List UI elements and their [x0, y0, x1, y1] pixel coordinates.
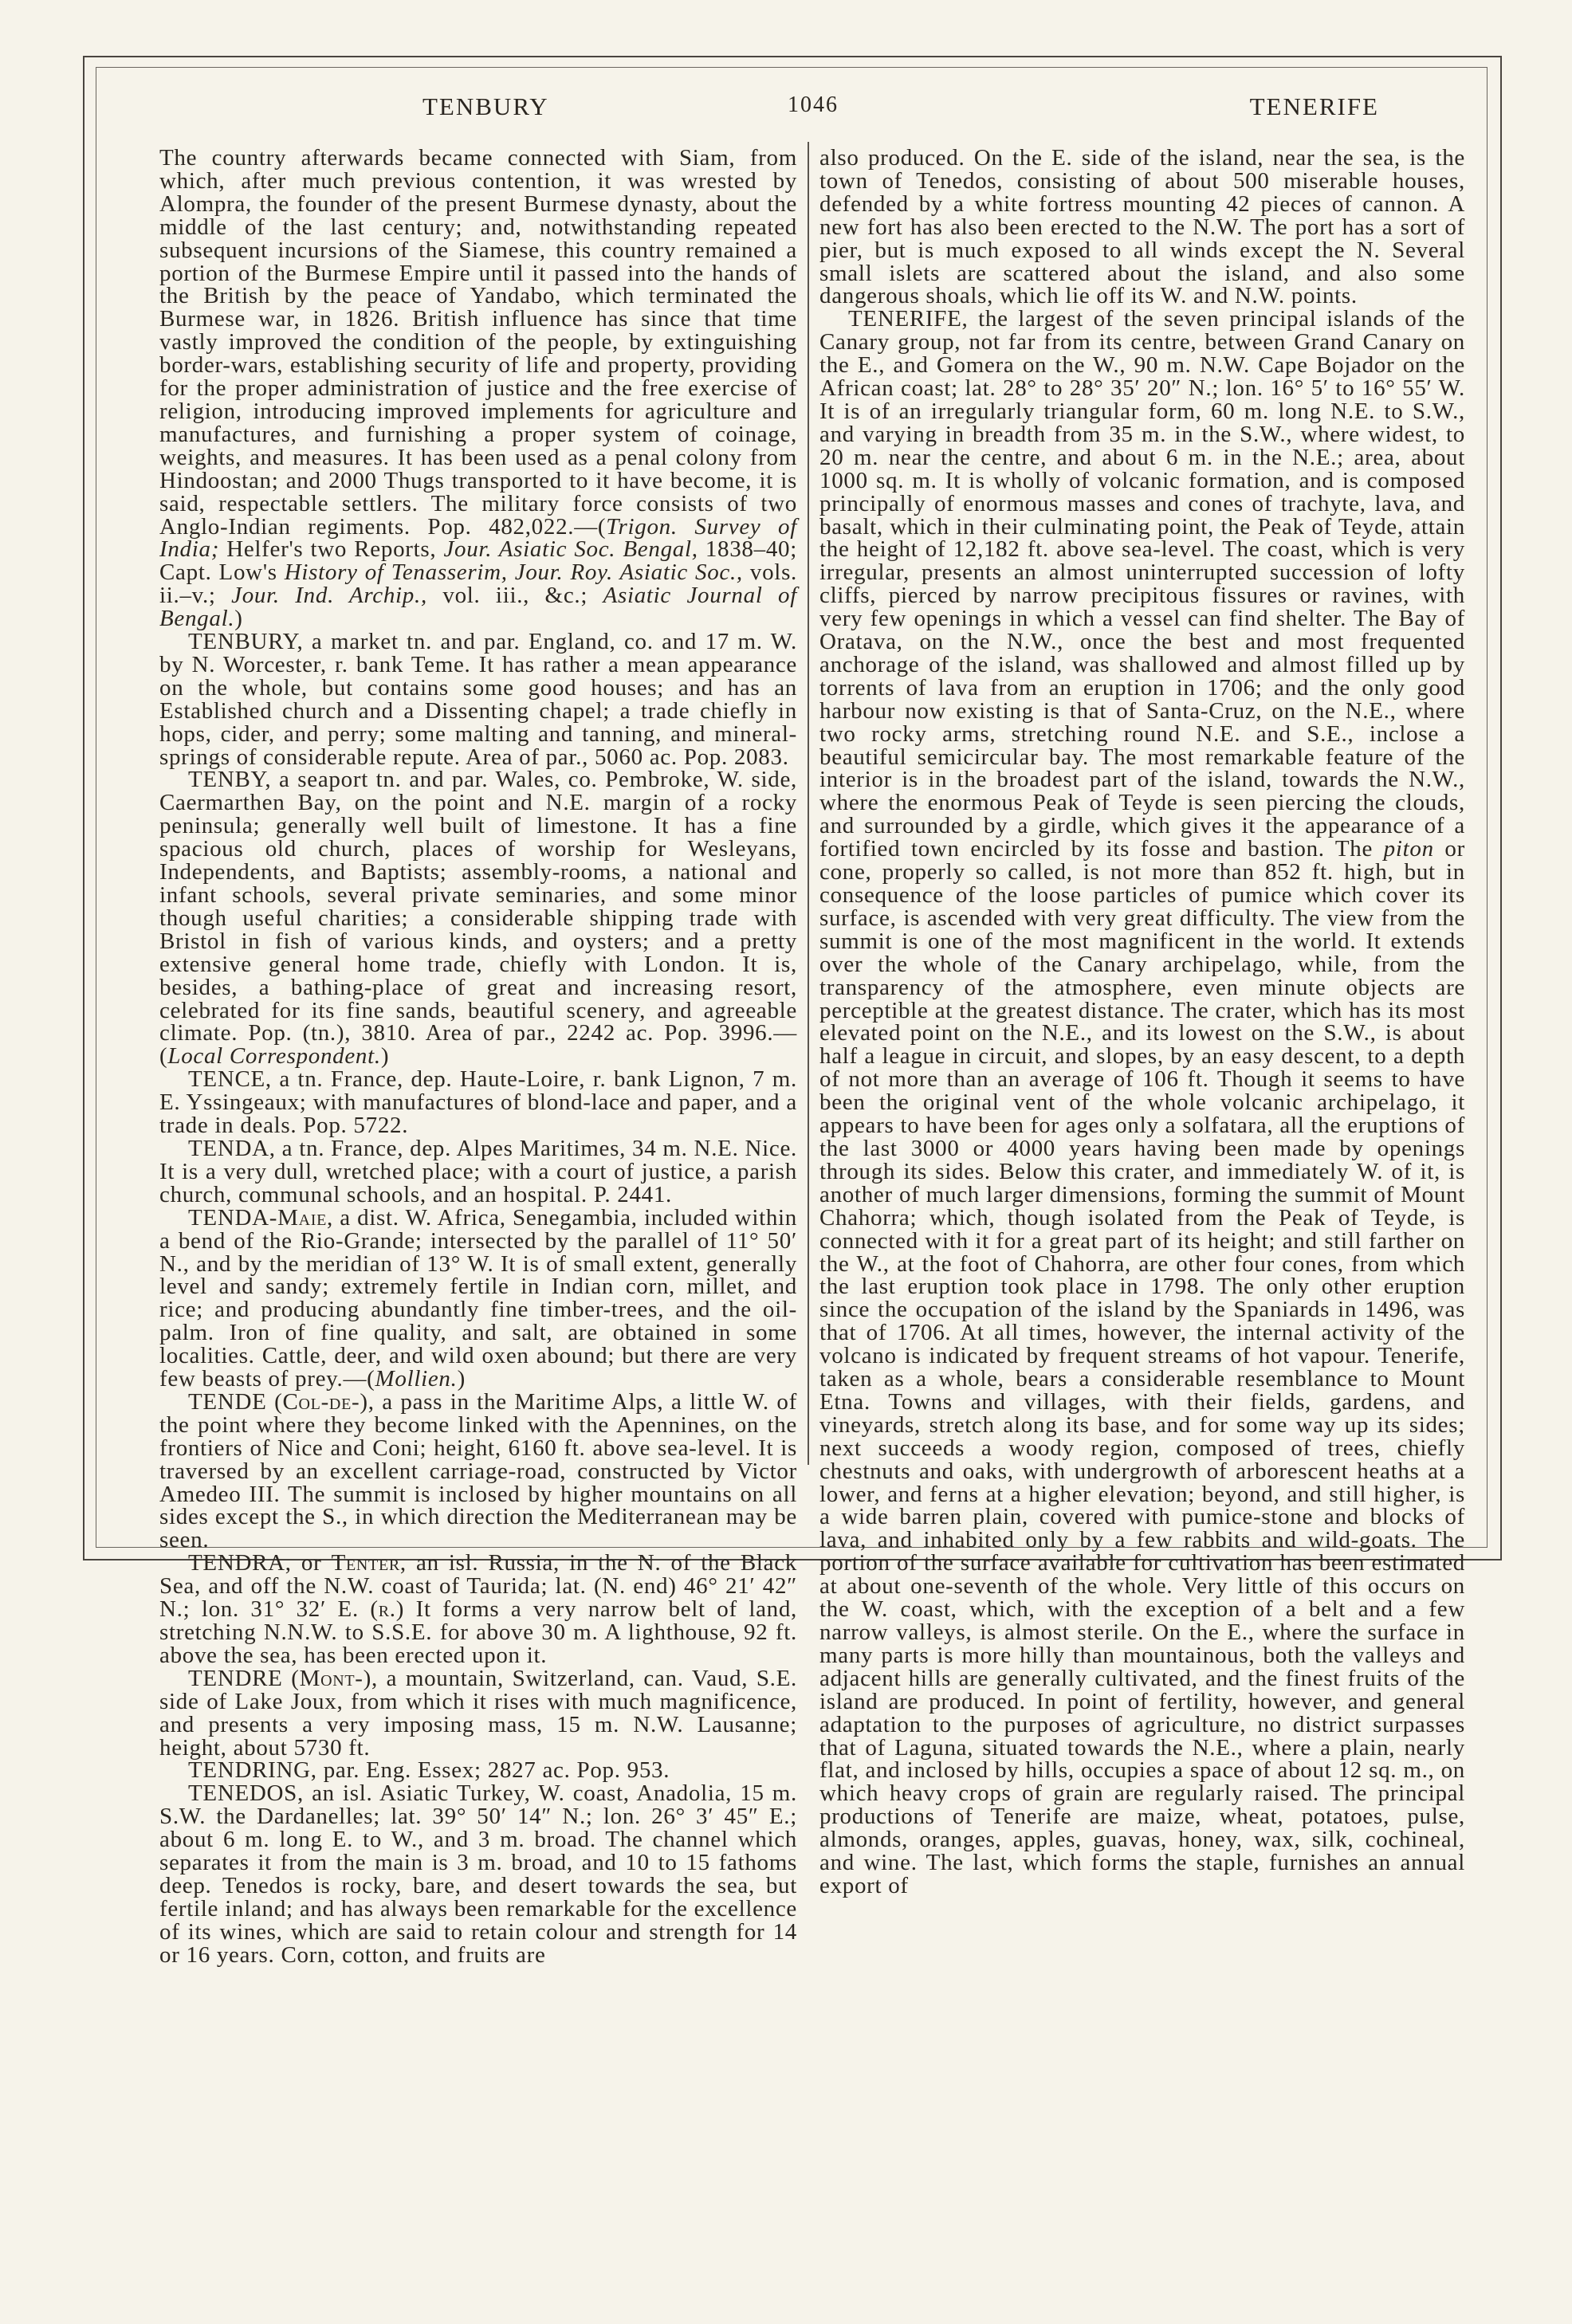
text-run: Helfer's two Reports, — [219, 536, 444, 563]
header-left-headword: TENBURY — [422, 92, 549, 120]
text-run: TENDA- — [188, 1204, 278, 1231]
entry-paragraph — [159, 1204, 797, 1392]
entry-paragraph — [159, 768, 797, 1068]
text-run: TENDRE ( — [188, 1665, 300, 1691]
text-run: The country afterwards became connected with Siam, from which, after much previous contention, it was wrested by Alompra, the founder of the present Burmese dynasty, about the middle of the last century; and, notwithstanding repeated subsequent incursions of the Siamese, this country remained a portion of the Burmese Empire until it passed into the hands of the British by the peace of Yandabo, which terminated the Burmese war, in 1826. British influence has since that time vastly improved the condition of the people, by extinguishing border-wars, establishing security of life and property, providing for the proper administration of justice and the free exercise of religion, introducing improved implements for agriculture and manufactures, and furnishing a proper system of coinage, weights, and measures. It has been used as a penal colony from Hindoostan; and 2000 Thugs transported to it have become, it is said, respectable settlers. The military force consists of two Anglo-Indian regiments. Pop. 482,022.—( — [159, 145, 797, 540]
running-header — [159, 92, 1467, 124]
italic-text: Trigon. Survey of India; — [159, 513, 798, 563]
text-run: , an isl. Russia, in the N. of the Black Sea, and off the N.W. coast of Taurida; lat. (N. end) 46° 21′ 42″ N.; lon. 31° 32′ E. ( — [159, 1550, 797, 1623]
text-run: , a dist. W. Africa, Senegambia, included within a bend of the Rio-Grande; intersected by the parallel of 11° 50′ N., and by the meridian of 13° W. It is of small extent, generally level and sandy; extremely fertile in Indian corn, millet, and rice; and producing abundantly fine timber-trees, and the oil-palm. Iron of fine quality, and salt, are obtained in some localities. Cattle, deer, and wild oxen abound; but there are very few beasts of prey.—( — [159, 1204, 797, 1392]
text-run: ), a pass in the Maritime Alps, a little W. of the point where they become linked with the Apennines, on the frontiers of Nice and Coni; height, 6160 ft. above sea-level. It is traversed by an excellent carriage-road, constructed by Victor Amedeo III. The summit is inclosed by higher mountains on all sides except the S., in which direction the Mediterranean may be seen. — [159, 1388, 797, 1553]
entry-paragraph — [159, 1759, 797, 1782]
text-run: TENCE, a tn. France, dep. Haute-Loire, r. bank Lignon, 7 m. E. Yssingeaux; with manufactures of blond-lace and paper, and a trade in deals. Pop. 5722. — [159, 1066, 797, 1139]
entry-paragraph — [159, 1552, 797, 1667]
italic-text: Mollien. — [375, 1366, 458, 1392]
text-run: TENDE ( — [188, 1388, 283, 1415]
text-run: TENDRA, or — [188, 1550, 332, 1576]
text-run: TENBY, a seaport tn. and par. Wales, co. Pembroke, W. side, Caermarthen Bay, on the point and N.E. margin of a rocky peninsula; generally well built of limestone. It has a fine spacious old church, places of worship for Wesleyans, Independents, and Baptists; assembly-rooms, a national and infant schools, several private seminaries, and some minor though useful charities; a considerable shipping trade with Bristol in fish of various kinds, and oysters; and a pretty extensive general home trade, chiefly with London. It is, besides, a bathing-place of great and increasing resort, celebrated for its fine sands, beautiful scenery, and agreeable climate. Pop. (tn.), 3810. Area of par., 2242 ac. Pop. 3996.—( — [159, 767, 797, 1070]
italic-text: Local Correspondent. — [167, 1043, 381, 1070]
small-caps-text: Col-de- — [282, 1388, 360, 1415]
entry-paragraph — [159, 1782, 797, 1966]
text-run: or cone, properly so called, is not more than 852 ft. high, but in consequence of the loose particles of pumice which cover its surface, is ascended with very great difficulty. The view from the summit is one of the most magnificent in the world. It extends over the whole of the Canary archipelago, while, from the transparency of the atmosphere, even minute objects are perceptible at the greatest distance. The crater, which has its most elevated point on the N.E., and its lowest on the S.W., is about half a league in circuit, and slopes, by an easy descent, to a depth of not more than an average of 106 ft. Though it seems to have been the original vent of the whole volcanic archipelago, it appears to have been for ages only a solfatara, all the eruptions of the last 3000 or 4000 years having been made by openings through its sides. Below this crater, and immediately W. of it, is another of much larger dimensions, forming the summit of Mount Chahorra; which, though isolated from the Peak of Teyde, is connected with it for a great part of its height; and still farther on the W., at the foot of Chahorra, are other four cones, from which the last eruption took place in 1798. The only other eruption since the occupation of the island by the Spaniards in 1496, was that of 1706. At all times, however, the internal activity of the volcano is indicated by frequent streams of hot vapour. Tenerife, taken as a whole, bears a considerable resemblance to Mount Etna. Towns and villages, with their fields, gardens, and vineyards, stretch along its base, and for some way up its sides; next succeeds a woody region, composed of trees, chiefly chestnuts and oaks, with undergrowth of arborescent heaths at a lower, and ferns at a higher elevation; beyond, and still higher, is a wide barren plain, covered with pumice-stone and blocks of lava, and inhabited only by a few rabbits and wild-goats. The portion of the surface available for cultivation has been estimated at about one-seventh of the whole. Very little of this occurs on the W. coast, which, with the exception of a belt and a few narrow valleys, is almost sterile. On the E., where the surface in many parts is more hilly than mountainous, both the valleys and adjacent hills are generally cultivated, and the finest fruits of the island are produced. In point of fertility, however, and general adaptation to the purposes of agriculture, no district surpasses that of Laguna, situated towards the N.E., where a plain, nearly flat, and inclosed by hills, occupies a space of about 12 sq. m., on which heavy crops of grain are regularly raised. The principal productions of Tenerife are maize, wheat, potatoes, pulse, almonds, oranges, apples, guavas, honey, wax, silk, cochineal, and wine. The last, which forms the staple, furnishes an annual export of — [819, 836, 1465, 1898]
entry-paragraph — [819, 147, 1465, 308]
text-run: 1838–40; Capt. Low's — [159, 536, 797, 586]
entry-paragraph — [159, 147, 797, 630]
header-right-headword: TENERIFE — [1249, 92, 1379, 120]
text-run: ) — [234, 606, 243, 632]
column-divider — [808, 142, 809, 1465]
small-caps-text: Tenter — [331, 1550, 400, 1576]
entry-paragraph — [159, 1068, 797, 1137]
text-run: ) It forms a very narrow belt of land, stretching N.N.W. to S.S.E. for above 30 m. A lighthouse, 92 ft. above the sea, has been erected upon it. — [159, 1596, 797, 1668]
text-run: ) — [457, 1366, 466, 1392]
entry-paragraph — [819, 308, 1465, 1898]
small-caps-text: r. — [378, 1596, 396, 1623]
italic-text: Jour. Ind. Archip., — [231, 583, 427, 609]
small-caps-text: Mont- — [299, 1665, 364, 1691]
text-run: TENDA, a tn. France, dep. Alpes Maritimes, 34 m. N.E. Nice. It is a very dull, wretched place; with a court of justice, a parish church, communal schools, and an hospital. P. 2441. — [159, 1135, 797, 1207]
text-run: TENDRING, par. Eng. Essex; 2827 ac. Pop. 953. — [188, 1757, 670, 1784]
italic-text: Jour. Asiatic Soc. Bengal, — [443, 536, 698, 563]
text-run: vols. ii.–v.; — [159, 559, 798, 609]
text-run: ), a mountain, Switzerland, can. Vaud, S.E. side of Lake Joux, from which it rises with much magnificence, and presents a very imposing mass, 15 m. N.W. Lausanne; height, about 5730 ft. — [159, 1665, 797, 1761]
text-run: TENERIFE, the largest of the seven principal islands of the Canary group, not far from its centre, between Grand Canary on the E., and Gomera on the W., 90 m. N.W. Cape Bojador on the African coast; lat. 28° to 28° 35′ 20″ N.; lon. 16° 5′ to 16° 55′ W. It is of an irregularly triangular form, 60 m. long N.E. to S.W., and varying in breadth from 35 m. in the S.W., where widest, to 20 m. near the centre, and about 6 m. in the N.E.; area, about 1000 sq. m. It is wholly of volcanic formation, and is composed principally of enormous masses and cones of trachyte, lava, and basalt, which in their culminating point, the Peak of Teyde, attain the height of 12,182 ft. above sea-level. The coast, which is very irregular, presents an almost uninterrupted succession of lofty cliffs, pierced by narrow precipitous fissures or ravines, with very few openings in which a vessel can find shelter. The Bay of Oratava, on the N.W., once the best and most frequented anchorage of the island, was shallowed and almost filled up by torrents of lava from an eruption in 1706; and the only good harbour now existing is that of Santa-Cruz, on the N.E., where two rocky arms, stretching round N.E. and S.E., inclose a beautiful semicircular bay. The most remarkable feature of the interior is in the broadest part of the island, towards the N.W., where the enormous Peak of Teyde is seen piercing the clouds, and surrounded by a girdle, which gives it the appearance of a fortified town encircled by its fosse and bastion. The — [819, 306, 1465, 862]
entry-paragraph — [159, 1137, 797, 1207]
entry-paragraph — [159, 1667, 797, 1760]
page-number: 1046 — [788, 92, 839, 117]
italic-text: History of Tenasserim, Jour. Roy. Asiatic Soc., — [284, 559, 743, 586]
right-column — [819, 147, 1465, 1898]
text-run: vol. iii., &c.; — [426, 583, 603, 609]
text-run: TENBURY, a market tn. and par. England, co. and 17 m. W. by N. Worcester, r. bank Teme. It has rather a mean appearance on the whole, but contains some good houses; and has an Established church and a Dissenting chapel; a trade chiefly in hops, cider, and perry; some malting and tanning, and mineral-springs of considerable repute. Area of par., 5060 ac. Pop. 2083. — [159, 629, 797, 770]
text-run: TENEDOS, an isl. Asiatic Turkey, W. coast, Anadolia, 15 m. S.W. the Dardanelles; lat. 39° 50′ 14″ N.; lon. 26° 3′ 45″ E.; about 6 m. long E. to W., and 3 m. broad. The channel which separates it from the main is 3 m. broad, and 10 to 15 fathoms deep. Tenedos is rocky, bare, and desert towards the sea, but fertile inland; and has always been remarkable for the excellence of its wines, which are said to retain colour and strength for 14 or 16 years. Corn, cotton, and fruits are — [159, 1780, 797, 1968]
italic-text: piton — [1383, 836, 1434, 862]
left-column — [159, 147, 797, 1967]
entry-paragraph — [159, 1388, 797, 1553]
small-caps-text: Maie — [277, 1204, 328, 1231]
text-run: also produced. On the E. side of the island, near the sea, is the town of Tenedos, consisting of about 500 miserable houses, defended by a white fortress mounting 42 pieces of cannon. A new fort has also been erected to the N.W. The port has a sort of pier, but is much exposed to all winds except the N. Several small islets are scattered about the island, and also some dangerous shoals, which lie off its W. and N.W. points. — [819, 145, 1465, 309]
text-run: ) — [380, 1043, 390, 1070]
italic-text: Asiatic Journal of Bengal. — [159, 583, 797, 632]
entry-paragraph — [159, 630, 797, 768]
